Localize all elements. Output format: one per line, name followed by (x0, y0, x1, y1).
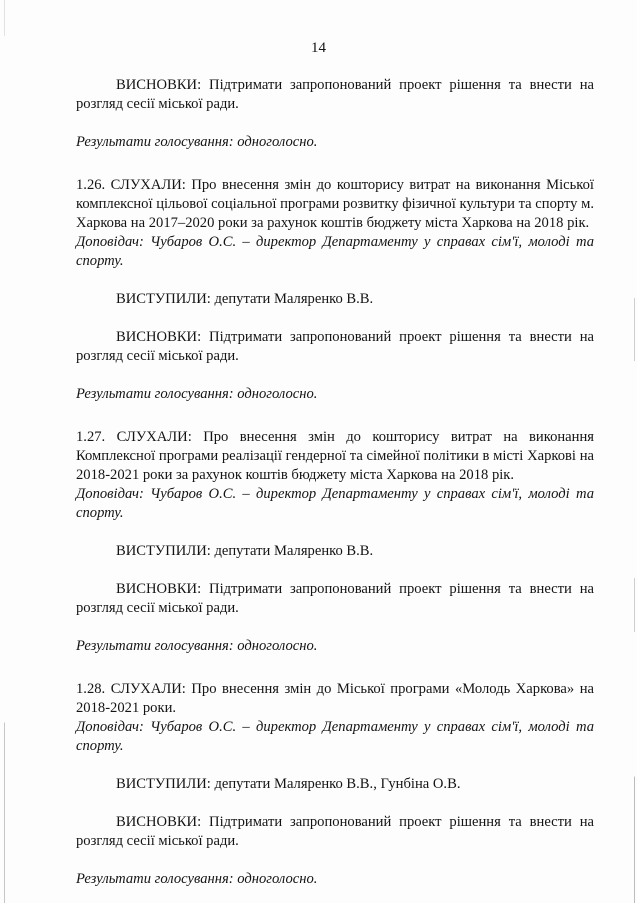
item-heard-1-26: 1.26. СЛУХАЛИ: Про внесення змін до кошторису витрат на виконання Міської комплексної цільової соціальної програми розвитку фізичної культури та спорту м. Харкова на 2017–2020 роки за рахунок коштів бюджету міста Харкова на 2018 рік. (76, 177, 594, 231)
vote-result: Результати голосування: одноголосно. (76, 134, 318, 150)
spoke-line: ВИСТУПИЛИ: депутати Маляренко В.В. (116, 543, 374, 559)
document-body (76, 76, 594, 889)
speaker-line: Доповідач: Чубаров О.С. – директор Департаменту у справах сім'ї, молоді та спорту. (76, 486, 594, 521)
conclusion-paragraph: ВИСНОВКИ: Підтримати запропонований проект рішення та внести на розгляд сесії міської ради. (76, 329, 594, 364)
vote-result: Результати голосування: одноголосно. (76, 386, 318, 402)
vote-result: Результати голосування: одноголосно. (76, 638, 318, 654)
spoke-line: ВИСТУПИЛИ: депутати Маляренко В.В. (116, 291, 374, 307)
vote-result: Результати голосування: одноголосно. (76, 871, 318, 887)
scan-edge-right (634, 0, 635, 903)
spoke-line: ВИСТУПИЛИ: депутати Маляренко В.В., Гунбіна О.В. (116, 776, 461, 792)
conclusion-paragraph: ВИСНОВКИ: Підтримати запропонований проект рішення та внести на розгляд сесії міської ради. (76, 581, 594, 616)
speaker-line: Доповідач: Чубаров О.С. – директор Департаменту у справах сім'ї, молоді та спорту. (76, 234, 594, 269)
scan-edge-left (4, 0, 5, 903)
page-number: 14 (311, 40, 326, 56)
conclusion-paragraph: ВИСНОВКИ: Підтримати запропонований проект рішення та внести на розгляд сесії міської ради. (76, 77, 594, 112)
item-heard-1-27: 1.27. СЛУХАЛИ: Про внесення змін до кошторису витрат на виконання Комплексної програми реалізації гендерної та сімейної політики в місті Харкові на 2018-2021 роки за рахунок коштів бюджету міста Харкова на 2018 рік. (76, 429, 594, 483)
item-heard-1-28: 1.28. СЛУХАЛИ: Про внесення змін до Міської програми «Молодь Харкова» на 2018-2021 роки. (76, 681, 594, 716)
conclusion-paragraph: ВИСНОВКИ: Підтримати запропонований проект рішення та внести на розгляд сесії міської ради. (76, 814, 594, 849)
speaker-line: Доповідач: Чубаров О.С. – директор Департаменту у справах сім'ї, молоді та спорту. (76, 719, 594, 754)
